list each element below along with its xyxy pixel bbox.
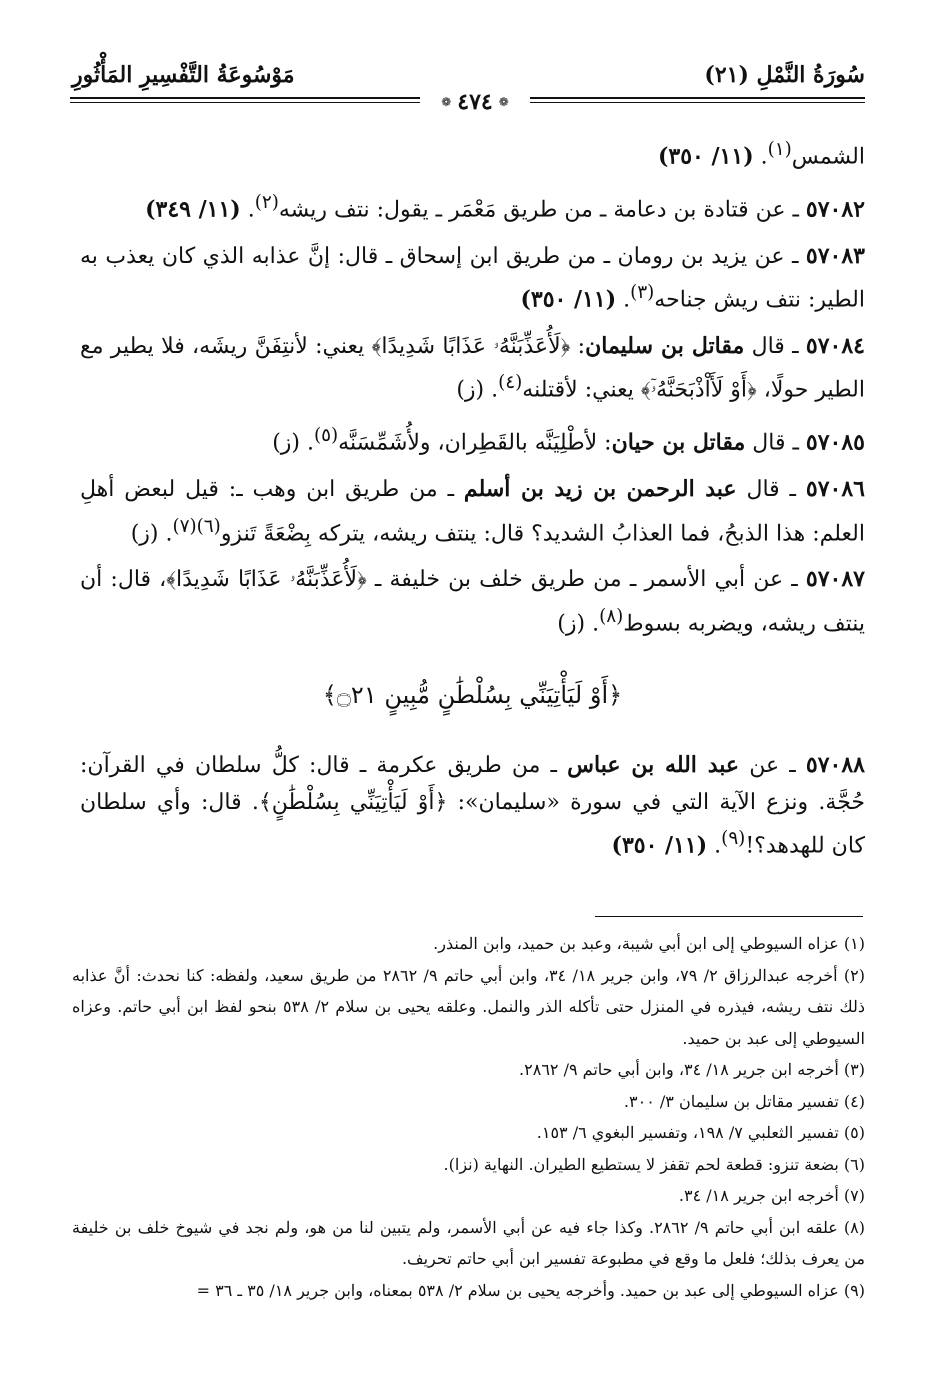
footnote-marker: (٦)(٧) — [172, 515, 221, 537]
entry-number: ٥٧٠٨٨ — [805, 752, 865, 779]
footnote-4: (٤) تفسير مقاتل بن سليمان ٣/ ٣٠٠. — [623, 1091, 865, 1111]
footnote-marker: (١) — [767, 139, 792, 160]
source-reference: (١١/ ٣٥٠) — [657, 143, 754, 170]
entry-57084: ٥٧٠٨٤ ـ قال مقاتل بن سليمان: ﴿لَأُعَذِّبَنَّهُۥ عَذَابًا شَدِيدًا﴾ يعني: لأنتِفَنَّ ريشَه، فلا يطير مع الطير حولًا، ﴿أَوْ لَأَاْذْبَحَنَّهُۥٓ﴾ يعني: لأقتلنه$^{(٤)}$. (ز) — [80, 332, 865, 403]
footnote-marker: (٢) — [254, 191, 279, 213]
footnote-marker: (٨) — [599, 605, 624, 627]
narrator-name: عبد الرحمن بن زيد بن أسلم — [463, 476, 737, 503]
ornament-icon: ❁ — [441, 95, 452, 109]
entry-number: ٥٧٠٨٣ — [805, 242, 865, 269]
footnote-marker: (٣) — [630, 282, 655, 304]
entry-number: ٥٧٠٨٦ — [805, 476, 865, 503]
footnote-9: (٩) عزاه السيوطي إلى عبد بن حميد. وأخرجه يحيى بن سلام ٢/ ٥٣٨ بمعناه، وابن جرير ١٨/ ٣٥ ـ ٣٦ = — [196, 1280, 865, 1300]
entry-number: ٥٧٠٨٢ — [805, 196, 865, 223]
footnote-5: (٥) تفسير الثعلبي ٧/ ١٩٨، وتفسير البغوي ٦/ ١٥٣. — [536, 1123, 865, 1142]
narrator-name: عبد الله بن عباس — [567, 752, 740, 779]
entry-57086: ٥٧٠٨٦ ـ قال عبد الرحمن بن زيد بن أسلم ـ من طريق ابن وهب ـ: قيل لبعض أهلِ العلم: هذا الذبحُ، فما العذابُ الشديد؟ قال: ينتف ريشه، يتركه بِضْعَةً تَنزو$^{(٦)(٧)}$. (ز) — [80, 476, 865, 546]
footnote-separator — [595, 916, 863, 917]
entry-57085: ٥٧٠٨٥ ـ قال مقاتل بن حيان: لأطْلِيَنَّه بالقَطِران، ولأُشَمِّسَنَّه$^{(٥)}$. (ز) — [272, 425, 865, 456]
surah-header: سُورَةُ النَّمْلِ (٢١) — [704, 62, 865, 88]
ornament-icon: ❁ — [498, 95, 509, 109]
source-reference: (١١/ ٣٤٩) — [145, 196, 241, 223]
page-number-box — [420, 89, 530, 115]
narrator-name: مقاتل بن سليمان — [585, 332, 745, 359]
entry-57087: ٥٧٠٨٧ ـ عن أبي الأسمر ـ من طريق خلف بن خليفة ـ ﴿لَأُعَذِّبَنَّهُۥ عَذَابًا شَدِيدًا﴾، قال: أن ينتف ريشه، ويضربه بسوط$^{(٨)}$. (ز) — [80, 566, 865, 637]
main-text — [80, 132, 865, 874]
entry-57088: ٥٧٠٨٨ ـ عن عبد الله بن عباس ـ من طريق عكرمة ـ قال: كلُّ سلطان في القرآن: حُجَّة. ونزع الآية التي في سورة «سليمان»: ﴿أَوْ لَيَأْتِيَنِّي بِسُلْطَٰنٍ﴾. قال: وأي سلطان كان للهدهد؟!$^{(٩)}$. (١١/ ٣٥٠) — [80, 752, 865, 859]
footnote-3: (٣) أخرجه ابن جرير ١٨/ ٣٤، وابن أبي حاتم ٩/ ٢٨٦٢. — [519, 1060, 865, 1079]
entry-number: ٥٧٠٨٥ — [805, 429, 865, 456]
entry-number: ٥٧٠٨٤ — [805, 332, 865, 359]
narrator-name: مقاتل بن حيان — [611, 429, 746, 456]
page-number: ٤٧٤ — [457, 89, 493, 115]
footnotes — [72, 928, 865, 1306]
entry-number: ٥٧٠٨٧ — [805, 566, 865, 593]
footnote-6: (٦) بضعة تنزو: قطعة لحم تقفز لا يستطيع الطيران. النهاية (نزا). — [443, 1154, 865, 1174]
source-reference: (١١/ ٣٥٠) — [520, 286, 617, 313]
footnote-8: (٨) علقه ابن أبي حاتم ٩/ ٢٨٦٢. وكذا جاء فيه عن أبي الأسمر، ولم يتبين لنا من هو، ولم نجد في شيوخ خلف بن خليفة من يعرف بذلك؛ فلعل ما وقع في مطبوعة تفسير ابن أبي حاتم تحريف. — [72, 1217, 866, 1268]
footnote-2: (٢) أخرجه عبدالرزاق ٢/ ٧٩، وابن جرير ١٨/ ٣٤، وابن أبي حاتم ٩/ ٢٨٦٢ من طريق سعيد، ولفظه: كنا نحدث: أنَّ عذابه ذلك نتف ريشه، فيذره في المنزل حتى تأكله الذر والنمل. وعلقه يحيى بن سلام ٢/ ٥٣٨ بنحو لفظ ابن أبي حاتم. وعزاه السيوطي إلى عبد بن حميد. — [72, 965, 866, 1048]
footnote-marker: (٤) — [498, 372, 523, 394]
entry-57083: ٥٧٠٨٣ ـ عن يزيد بن رومان ـ من طريق ابن إسحاق ـ قال: إنَّ عذابه الذي كان يعذب به الطير: نتف ريش جناحه$^{(٣)}$. (١١/ ٣٥٠) — [80, 242, 865, 313]
footnote-1: (١) عزاه السيوطي إلى ابن أبي شيبة، وعبد بن حميد، وابن المنذر. — [433, 934, 865, 953]
entry-continuation: الشمس$^{(١)}$. (١١/ ٣٥٠) — [657, 139, 865, 170]
verse-heading: ﴿أَوْ لَيَأْتِيَنِّي بِسُلْطَٰنٍ مُّبِينٍ ۝٢١﴾ — [322, 680, 623, 709]
footnote-7: (٧) أخرجه ابن جرير ١٨/ ٣٤. — [678, 1186, 865, 1205]
footnote-marker: (٥) — [314, 425, 339, 447]
source-reference: (١١/ ٣٥٠) — [611, 832, 708, 859]
footnote-marker: (٩) — [721, 828, 746, 850]
book-title-header: مَوْسُوعَةُ التَّفْسِيرِ المَأْثُورِ — [72, 62, 295, 88]
entry-57082: ٥٧٠٨٢ ـ عن قتادة بن دعامة ـ من طريق مَعْمَر ـ يقول: نتف ريشه$^{(٢)}$. (١١/ ٣٤٩) — [145, 191, 865, 223]
